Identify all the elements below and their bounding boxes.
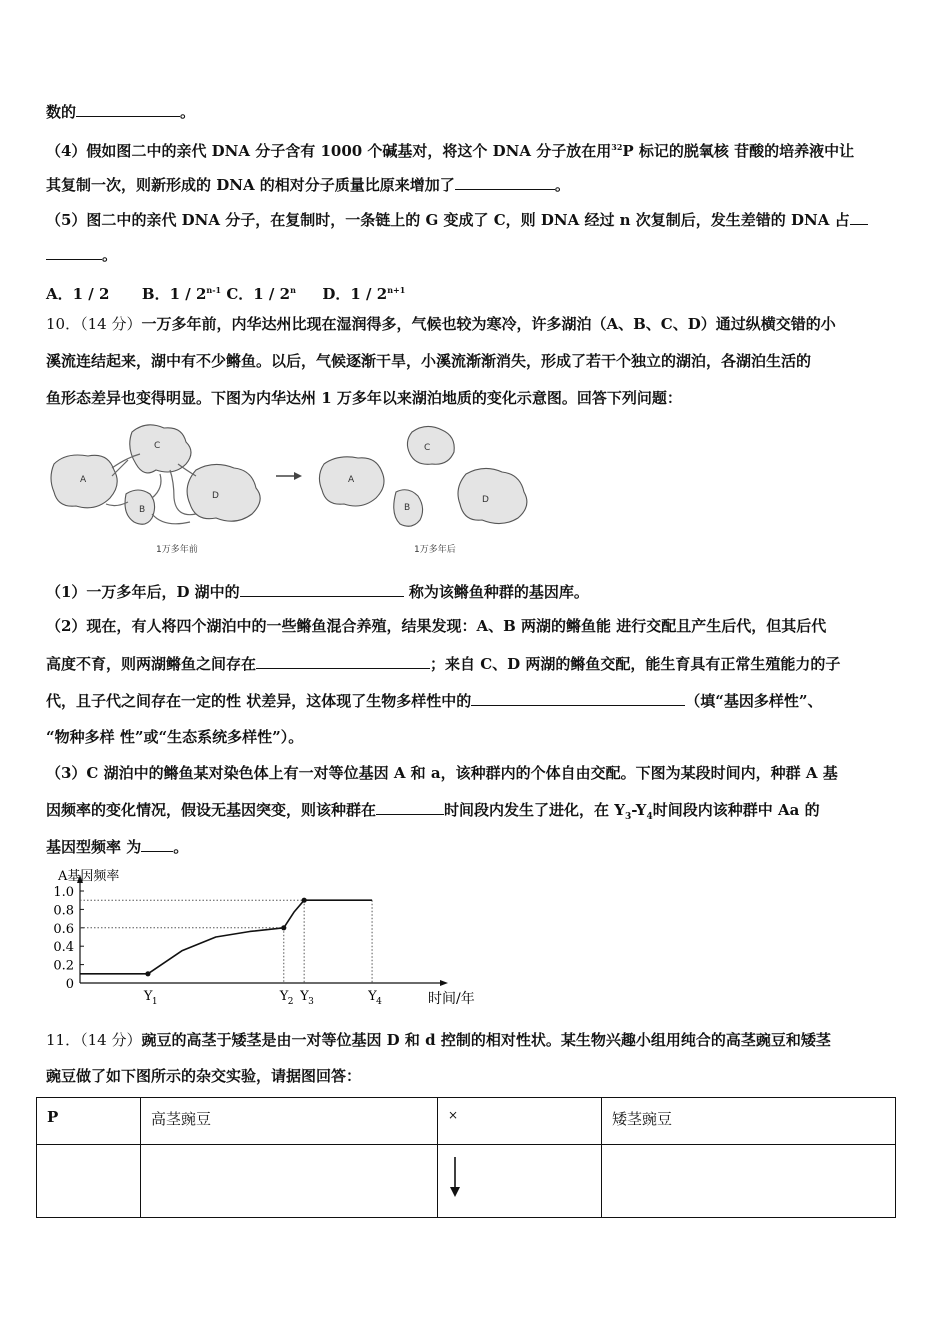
table-cell [438,1145,602,1218]
x-tick-label: Y [300,989,309,1004]
answer-blank[interactable] [256,653,430,669]
q10-line2: 溪流连结起来，湖中有不少鳉鱼。以后，气候逐渐干旱，小溪流渐渐消失，形成了若干个独立的湖泊，各湖泊生活的 [46,352,812,370]
text: 。 [173,838,189,856]
q9-sub5-line1 [46,209,868,230]
q10-sub2-line3 [46,690,823,711]
x-axis-arrow [440,980,448,986]
table-cell [37,1145,141,1218]
cell-parent-tall: 高茎豌豆 [141,1098,438,1145]
q10-sub3-line3 [46,836,188,857]
answer-blank[interactable] [376,799,444,815]
lake-label-c: C [424,443,431,453]
q10-sub3-line1: （3）C 湖泊中的鳉鱼某对染色体上有一对等位基因 A 和 a，该种群内的个体自由交配。下图为某段时间内，种群 A 基 [46,764,838,782]
y-tick-label: 0.4 [53,940,74,956]
text: 其复制一次，则新形成的 DNA 的相对分子质量比原来增加了 [46,176,455,194]
superscript: n+1 [387,285,406,295]
text: 。 [554,176,570,194]
q11-line1 [46,1030,831,1050]
y-tick-label: 0.6 [53,921,74,937]
arrow-right-icon [276,472,302,480]
text: 基因型频率 为 [46,838,142,856]
lakes-map-figure [46,418,546,563]
y-axis-label: A基因频率 [58,869,120,884]
text: 代，且子代之间存在一定的性 状差异，这体现了生物多样性中的 [46,692,472,710]
text: C．1 / 2 [226,285,291,303]
stream [152,514,190,524]
text: 。 [102,246,118,264]
q10-sub3-line2 [46,799,820,827]
x-tick-label: Y [279,989,289,1004]
arrow-down-icon [448,1155,462,1199]
q10-sub2-line2 [46,653,840,674]
text: -Y [631,801,647,819]
text: ；来自 C、D 两湖的鳉鱼交配，能生育具有正常生殖能力的子 [430,655,841,673]
q10-sub2-line4: “物种多样 性”或“生态系统多样性”）。 [46,728,304,746]
x-axis-label: 时间/年 [428,991,475,1007]
lake-label-c: C [154,441,161,451]
lake-c-before [130,425,191,473]
stream [152,474,161,498]
superscript: 32 [611,142,623,152]
y-tick-label: 0 [65,977,74,992]
option-b[interactable] [142,285,221,303]
lake-label-a: A [80,475,87,485]
text: （1）一万多年后，D 湖中的 [46,583,240,601]
q9-line-a [46,101,195,122]
lake-d-after [458,468,527,523]
answer-blank[interactable] [141,836,173,852]
x-tick-label: Y [143,989,153,1004]
text: B．1 / 2 [141,285,207,303]
table-row [37,1098,896,1145]
q10-sub2-line1: （2）现在，有人将四个湖泊中的一些鳉鱼混合养殖，结果发现：A、B 两湖的鳉鱼能 进行交配且产生后代，但其后代 [46,617,827,635]
table-row [37,1145,896,1218]
q9-sub4-line2 [46,174,570,195]
y-tick-label: 1.0 [53,885,74,900]
cell-parent-short: 矮茎豌豆 [602,1098,896,1145]
lake-label-d: D [212,491,219,501]
text: （4）假如图二中的亲代 DNA 分子含有 1000 个碱基对，将这个 DNA 分子放在用 [46,142,612,160]
lake-c-after [407,426,454,464]
data-point [145,971,150,976]
superscript: n [290,285,296,295]
x-tick-subscript: 3 [308,997,314,1007]
data-point [281,925,286,930]
table-cell [602,1145,896,1218]
text: （5）图二中的亲代 DNA 分子，在复制时，一条链上的 G 变成了 C，则 DNA 经过 n 次复制后，发生差错的 DNA 占 [46,211,850,229]
lake-d-before [187,464,260,521]
stream [178,464,196,476]
lake-label-a: A [348,475,355,485]
caption-after: 1万多年后 [414,545,456,555]
question-number: 10．（14 分） [46,315,142,333]
cell-cross: × [438,1098,602,1145]
series-line [80,900,372,974]
caption-before: 1万多年前 [156,545,198,555]
q10-line1 [46,314,836,334]
x-tick-label: Y [368,989,377,1004]
text: 豌豆的高茎于矮茎是由一对等位基因 D 和 d 控制的相对性状。某生物兴趣小组用纯合的高茎豌豆和矮茎 [141,1031,831,1049]
subscript: 4 [646,812,653,822]
text: 数的 [46,103,77,121]
table-cell [141,1145,438,1218]
answer-blank[interactable] [46,244,102,260]
option-c[interactable] [226,285,296,303]
answer-blank[interactable] [455,174,555,190]
superscript: n-1 [206,285,222,295]
lake-label-b: B [139,505,146,515]
text: 高度不育，则两湖鳉鱼之间存在 [46,655,257,673]
text: 称为该鳉鱼种群的基因库。 [408,583,589,601]
data-point [302,898,307,903]
cross-table [36,1097,896,1218]
x-tick-subscript: 1 [151,997,158,1007]
q9-sub4-line1 [46,137,854,161]
y-tick-label: 0.2 [53,958,74,974]
question-number: 11．（14 分） [46,1031,142,1049]
q10-line3: 鱼形态差异也变得明显。下图为内华达州 1 万多年以来湖泊地质的变化示意图。回答下列问题： [46,389,682,407]
text: P 标记的脱氧核 苷酸的培养液中让 [622,142,855,160]
text: （填“基因多样性”、 [685,692,823,710]
text: 一万多年前，内华达州比现在湿润得多，气候也较为寒冷，许多湖泊（A、B、C、D）通过纵横交错的小 [141,315,836,333]
option-d[interactable] [322,285,405,303]
q9-options [46,280,405,304]
x-tick-subscript: 2 [287,997,294,1007]
answer-blank[interactable] [240,581,404,597]
text: D．1 / 2 [322,285,388,303]
lake-label-d: D [482,495,489,505]
x-tick-subscript: 4 [376,997,382,1007]
answer-blank[interactable] [76,101,180,117]
text: 。 [180,103,196,121]
subscript: 3 [624,812,632,822]
cell-generation: P [37,1098,141,1145]
lake-label-b: B [404,503,411,513]
option-a[interactable]: A．1 / 2 [46,285,110,303]
y-tick-label: 0.8 [53,903,74,919]
q11-line2: 豌豆做了如下图所示的杂交实验，请据图回答： [46,1067,362,1085]
text: 时间段内发生了进化，在 Y [444,801,625,819]
answer-blank[interactable] [850,209,868,225]
q9-sub5-line2 [46,244,117,265]
text: 时间段内该种群中 Aa 的 [652,801,820,819]
text: 因频率的变化情况，假设无基因突变，则该种群在 [46,801,377,819]
gene-frequency-chart [40,862,475,1020]
q10-sub1 [46,581,589,602]
answer-blank[interactable] [471,690,685,706]
